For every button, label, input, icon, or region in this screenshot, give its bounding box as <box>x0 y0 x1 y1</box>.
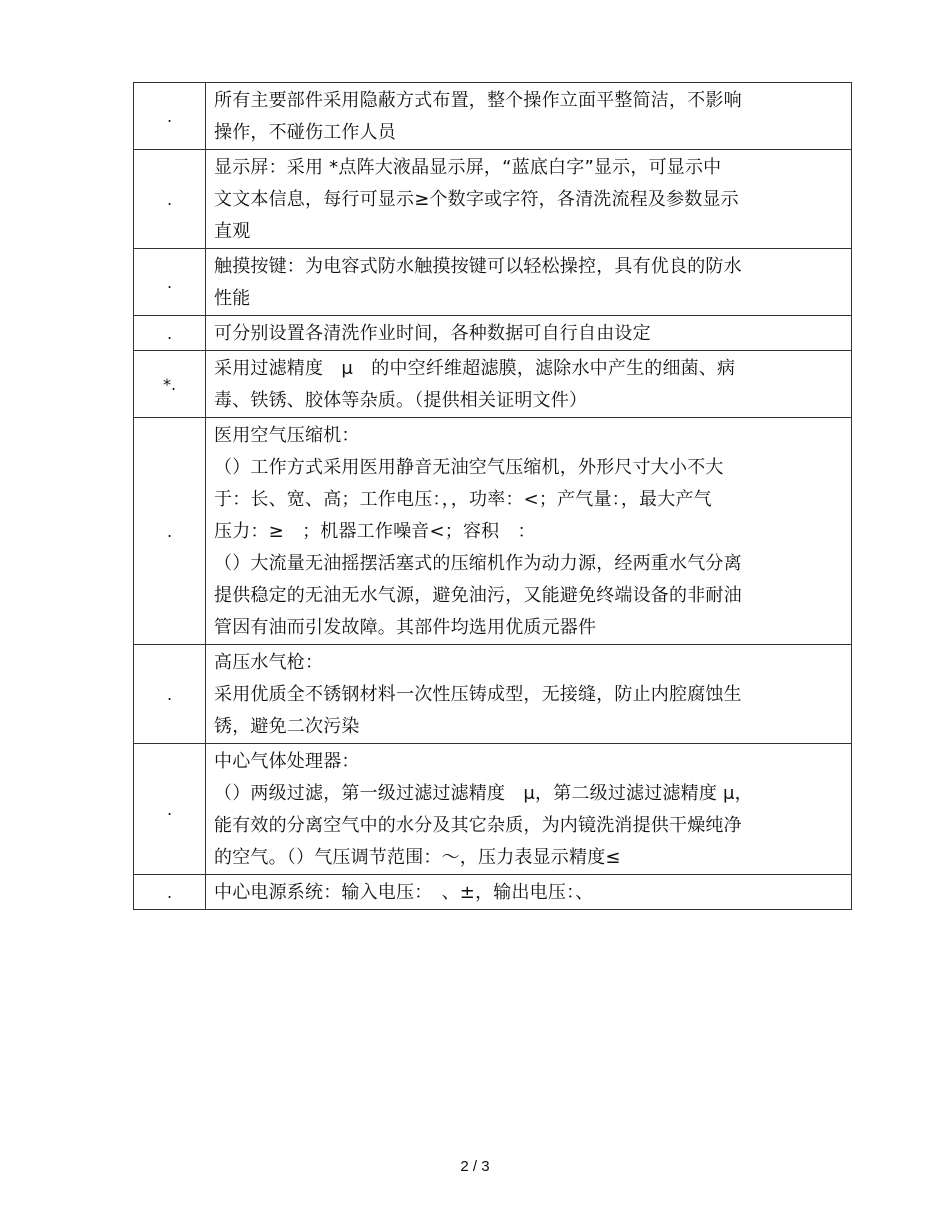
row-description <box>206 875 852 910</box>
text-line: 医用空气压缩机： <box>214 425 360 446</box>
row-number: . <box>134 249 206 316</box>
text-line: 于：长、宽、高；工作电压：，，功率：<；产气量：，最大产气 <box>214 489 712 510</box>
text-line: 操作，不碰伤工作人员 <box>214 122 396 143</box>
text-line: 所有主要部件采用隐蔽方式布置，整个操作立面平整简洁，不影响 <box>214 90 742 111</box>
text-line: 高压水气枪： <box>214 652 324 673</box>
page-number: 2 / 3 <box>460 1158 490 1175</box>
row-number: . <box>134 83 206 150</box>
row-number: . <box>134 316 206 351</box>
text-line: 压力：≥ ；机器工作噪音<；容积 ： <box>214 521 536 542</box>
text-line: （）两级过滤，第一级过滤过滤精度 μ，第二级过滤过滤精度 μ， <box>214 783 753 804</box>
row-number: . <box>134 150 206 249</box>
table-row <box>134 83 852 150</box>
table-row <box>134 645 852 744</box>
table-row <box>134 418 852 645</box>
text-line: 锈，避免二次污染 <box>214 716 360 737</box>
text-line: 直观 <box>214 221 251 242</box>
row-description <box>206 249 852 316</box>
text-line: 中心电源系统：输入电压： 、±，输出电压：、 <box>214 882 594 903</box>
row-description <box>206 83 852 150</box>
table-row <box>134 316 852 351</box>
text-line: （）工作方式采用医用静音无油空气压缩机，外形尺寸大小不大 <box>214 457 724 478</box>
text-line: 采用过滤精度 μ 的中空纤维超滤膜，滤除水中产生的细菌、病 <box>214 358 736 379</box>
row-description <box>206 744 852 875</box>
text-line: 触摸按键：为电容式防水触摸按键可以轻松操控，具有优良的防水 <box>214 256 742 277</box>
row-number: . <box>134 744 206 875</box>
text-line: （）大流量无油摇摆活塞式的压缩机作为动力源，经两重水气分离 <box>214 553 742 574</box>
text-line: 性能 <box>214 288 251 309</box>
text-line: 显示屏：采用 *点阵大液晶显示屏，“蓝底白字”显示，可显示中 <box>214 157 722 178</box>
text-line: 管因有油而引发故障。其部件均选用优质元器件 <box>214 617 597 638</box>
row-description <box>206 645 852 744</box>
table-row <box>134 249 852 316</box>
text-line: 中心气体处理器： <box>214 751 360 772</box>
row-description <box>206 316 852 351</box>
row-description <box>206 418 852 645</box>
text-line: 提供稳定的无油无水气源，避免油污，又能避免终端设备的非耐油 <box>214 585 742 606</box>
text-line: 文文本信息，每行可显示≥个数字或字符，各清洗流程及参数显示 <box>214 189 739 210</box>
row-number: . <box>134 645 206 744</box>
table-row <box>134 744 852 875</box>
spec-table-body <box>134 83 852 910</box>
table-row <box>134 150 852 249</box>
text-line: 毒、铁锈、胶体等杂质。（提供相关证明文件） <box>214 390 588 411</box>
text-line: 能有效的分离空气中的水分及其它杂质，为内镜洗消提供干燥纯净 <box>214 815 742 836</box>
table-row <box>134 351 852 418</box>
row-number: . <box>134 875 206 910</box>
row-description <box>206 351 852 418</box>
row-number: . <box>134 418 206 645</box>
spec-table <box>133 82 852 910</box>
text-line: 可分别设置各清洗作业时间，各种数据可自行自由设定 <box>214 323 651 344</box>
row-number: *. <box>134 351 206 418</box>
table-row <box>134 875 852 910</box>
text-line: 的空气。（）气压调节范围：～，压力表显示精度≤ <box>214 847 621 868</box>
row-description <box>206 150 852 249</box>
text-line: 采用优质全不锈钢材料一次性压铸成型，无接缝，防止内腔腐蚀生 <box>214 684 742 705</box>
